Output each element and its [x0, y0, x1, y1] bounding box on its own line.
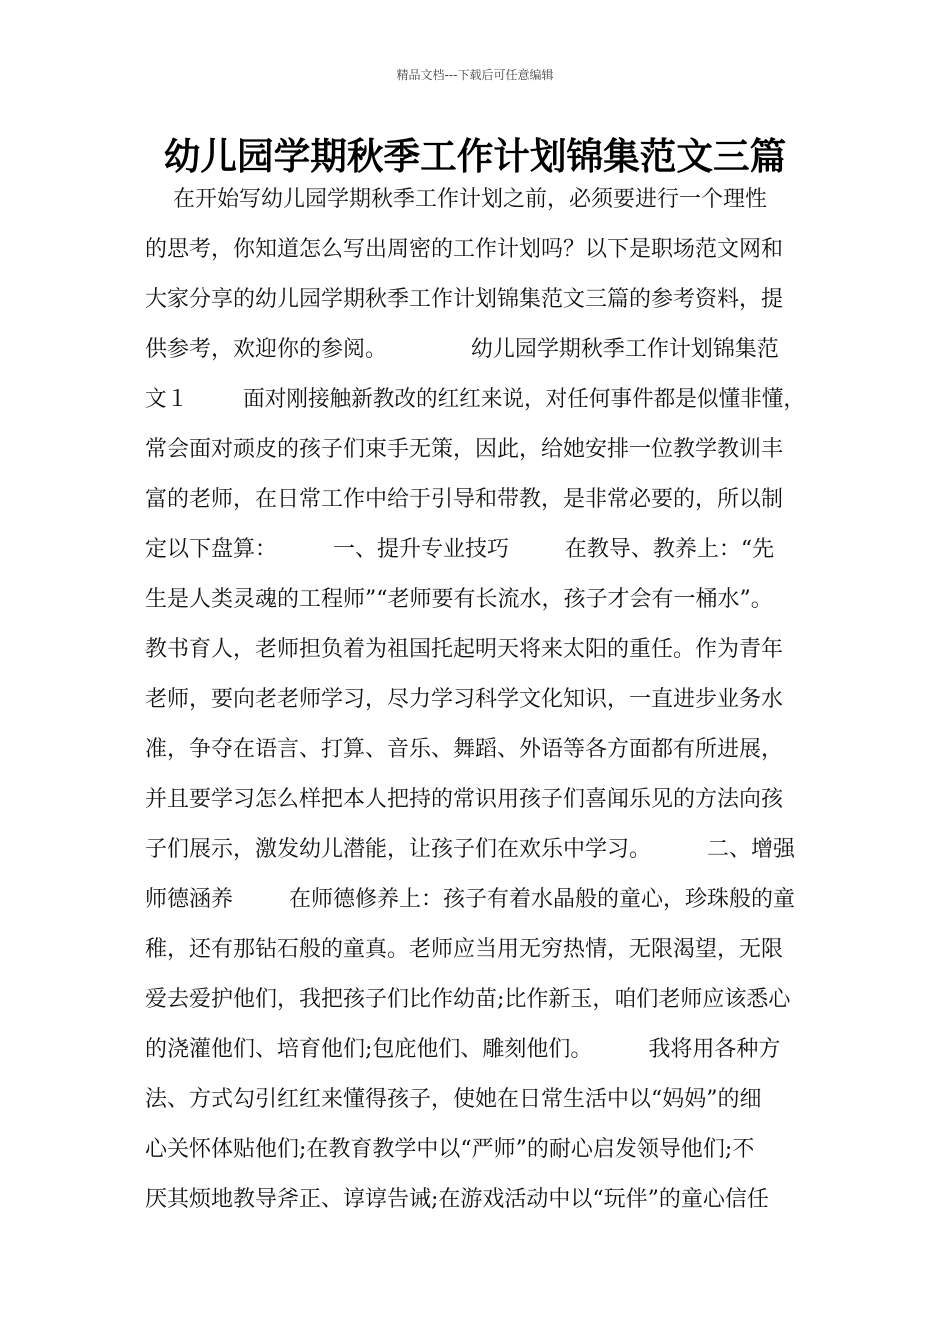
body-line: 的浇灌他们、培育他们;包庇他们、雕刻他们。 我将用各种方 [145, 1037, 781, 1062]
body-line: 定以下盘算： 一、提升专业技巧 在教导、教养上：“先 [145, 537, 775, 562]
body-line: 师德涵养 在师德修养上：孩子有着水晶般的童心，珍珠般的童 [145, 887, 795, 912]
body-line: 法、方式勾引红红来懂得孩子，使她在日常生活中以“妈妈”的细 [145, 1087, 762, 1112]
body-line: 大家分享的幼儿园学期秋季工作计划锦集范文三篇的参考资料，提 [145, 287, 784, 312]
body-line: 准，争夺在语言、打算、音乐、舞蹈、外语等各方面都有所进展， [145, 737, 784, 762]
body-line: 供参考，欢迎你的参阅。 幼儿园学期秋季工作计划锦集范 [145, 337, 779, 362]
page-title: 幼儿园学期秋季工作计划锦集范文三篇 [163, 135, 787, 178]
body-line: 生是人类灵魂的工程师”“老师要有长流水，孩子才会有一桶水”。 [145, 587, 773, 612]
body-line: 富的老师，在日常工作中给于引导和带教，是非常必要的，所以制 [145, 487, 784, 512]
body-line: 心关怀体贴他们;在教育教学中以“严师”的耐心启发领导他们;不 [145, 1137, 755, 1162]
body-line: 并且要学习怎么样把本人把持的常识用孩子们喜闻乐见的方法向孩 [145, 787, 784, 812]
body-line: 稚，还有那钻石般的童真。老师应当用无穷热情，无限渴望，无限 [145, 937, 784, 962]
body-line: 常会面对顽皮的孩子们束手无策，因此，给她安排一位教学教训丰 [145, 437, 784, 462]
body-line: 老师，要向老老师学习，尽力学习科学文化知识，一直进步业务水 [145, 687, 784, 712]
body-line: 的思考，你知道怎么写出周密的工作计划吗？以下是职场范文网和 [145, 237, 784, 262]
body-line: 爱去爱护他们，我把孩子们比作幼苗;比作新玉，咱们老师应该悉心 [145, 987, 791, 1012]
body-line: 文１ 面对刚接触新教改的红红来说，对任何事件都是似懂非懂， [145, 387, 805, 412]
header-note: 精品文档---下载后可任意编辑 [396, 68, 554, 82]
body-line: 厌其烦地教导斧正、谆谆告诫;在游戏活动中以“玩伴”的童心信任 [145, 1187, 769, 1212]
body-line: 教书育人，老师担负着为祖国托起明天将来太阳的重任。作为青年 [145, 637, 784, 662]
body-line: 在开始写幼儿园学期秋季工作计划之前，必须要进行一个理性 [145, 187, 767, 212]
body-line: 子们展示，激发幼儿潜能，让孩子们在欢乐中学习。 二、增强 [145, 837, 795, 862]
